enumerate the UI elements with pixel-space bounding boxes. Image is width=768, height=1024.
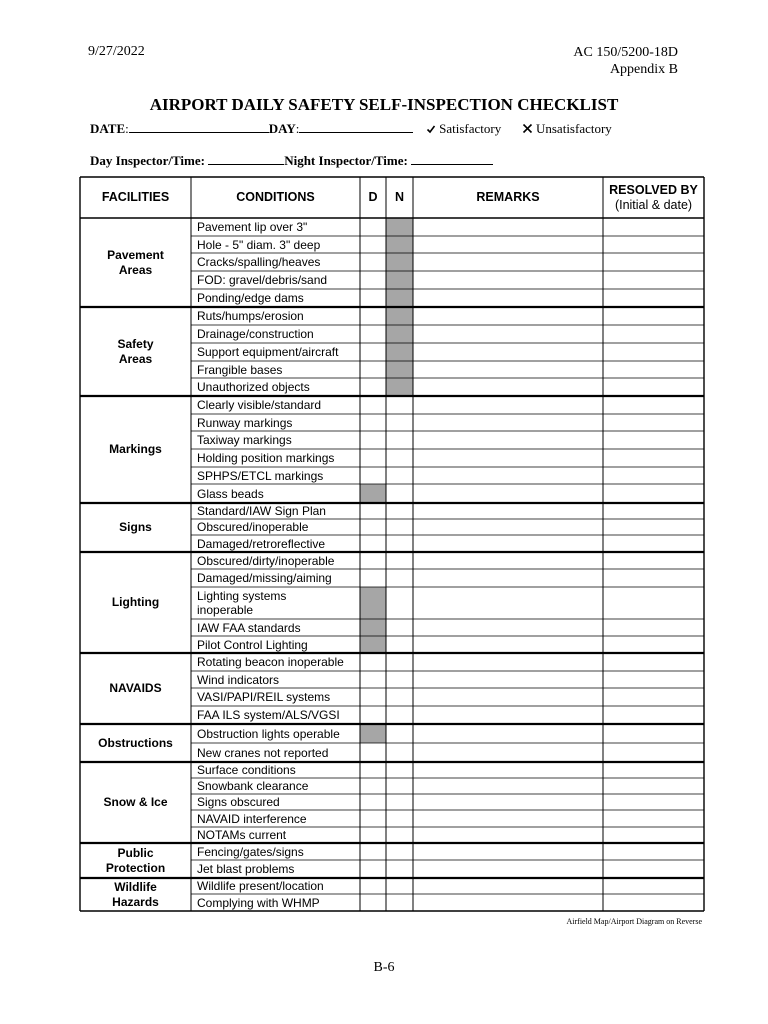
condition-label: FAA ILS system/ALS/VGSI — [197, 708, 340, 722]
ac-number: AC 150/5200-18D — [573, 45, 678, 60]
condition-label: Complying with WHMP — [197, 895, 320, 910]
day-column-header: D — [368, 190, 378, 204]
conditions-column-header: CONDITIONS — [236, 190, 315, 204]
shaded-day-cell — [360, 724, 386, 743]
shaded-night-cell — [386, 271, 413, 289]
shaded-day-cell — [360, 484, 386, 503]
shaded-night-cell — [386, 218, 413, 236]
satisfactory-label: Satisfactory — [439, 121, 502, 136]
shaded-day-cell — [360, 636, 386, 653]
condition-label: Lighting systems inoperable — [197, 589, 287, 617]
condition-label: Obscured/dirty/inoperable — [197, 553, 335, 568]
facility-label: Obstructions — [98, 735, 173, 750]
condition-label: Holding position markings — [197, 451, 335, 465]
condition-label: Drainage/construction — [197, 327, 314, 341]
facility-label: Safety Areas — [117, 336, 154, 366]
condition-label: Rotating beacon inoperable — [197, 655, 344, 669]
appendix-label: Appendix B — [609, 62, 678, 77]
date-label: DATE — [90, 121, 126, 136]
page-title: AIRPORT DAILY SAFETY SELF-INSPECTION CHECKLIST — [149, 95, 619, 114]
shaded-night-cell — [386, 253, 413, 271]
shaded-night-cell — [386, 325, 413, 343]
condition-label: FOD: gravel/debris/sand — [197, 273, 328, 287]
condition-label: VASI/PAPI/REIL systems — [197, 690, 331, 704]
shaded-night-cell — [386, 343, 413, 361]
condition-label: Support equipment/aircraft — [197, 345, 339, 359]
page-number: B-6 — [373, 960, 395, 975]
condition-label: Clearly visible/standard — [197, 398, 322, 412]
facility-label: Public Protection — [105, 845, 166, 875]
unsatisfactory-label: Unsatisfactory — [535, 121, 612, 136]
date-day-line: DATE: DAY: Satisfactory Unsatisfactory — [90, 121, 612, 136]
shaded-night-cell — [386, 361, 413, 378]
condition-label: Wind indicators — [197, 672, 280, 687]
shaded-night-cell — [386, 307, 413, 325]
condition-label: Runway markings — [197, 415, 293, 430]
shaded-day-cell — [360, 587, 386, 619]
facility-label: NAVAIDS — [109, 681, 162, 695]
facility-label: Pavement Areas — [107, 247, 164, 277]
facility-label: Wildlife Hazards — [112, 879, 159, 909]
shaded-night-cell — [386, 289, 413, 307]
facility-label: Signs — [119, 520, 152, 534]
condition-label: Snowbank clearance — [197, 779, 309, 793]
condition-label: New cranes not reported — [197, 745, 329, 760]
day-inspector-label: Day Inspector/Time: — [90, 153, 205, 168]
resolved-by-column-header — [603, 177, 704, 218]
condition-label: SPHPS/ETCL markings — [197, 468, 324, 483]
shaded-day-cell — [360, 619, 386, 636]
condition-label: Jet blast problems — [197, 862, 295, 876]
condition-label: Damaged/missing/aiming — [197, 571, 332, 585]
resolved-by-label: RESOLVED BY — [609, 182, 698, 197]
condition-label: Frangible bases — [197, 362, 283, 377]
condition-label: Standard/IAW Sign Plan — [197, 504, 326, 518]
facility-label: Snow & Ice — [103, 795, 168, 809]
condition-label: NAVAID interference — [197, 811, 307, 826]
condition-label: Fencing/gates/signs — [197, 844, 304, 859]
condition-label: Pilot Control Lighting — [197, 637, 308, 652]
condition-label: Unauthorized objects — [197, 380, 310, 394]
condition-label: Signs obscured — [197, 795, 280, 809]
condition-label: Hole - 5" diam. 3" deep — [197, 237, 321, 252]
facilities-column-header: FACILITIES — [101, 190, 170, 204]
condition-label: Ponding/edge dams — [197, 291, 304, 305]
night-column-header: N — [394, 190, 405, 204]
condition-label: IAW FAA standards — [197, 620, 301, 635]
condition-label: Damaged/retroreflective — [197, 536, 326, 551]
condition-label: Obstruction lights operable — [197, 726, 340, 741]
facility-label: Markings — [109, 442, 162, 456]
condition-label: NOTAMs current — [197, 828, 287, 842]
condition-label: Cracks/spalling/heaves — [197, 255, 321, 269]
footnote: Airfield Map/Airport Diagram on Reverse — [566, 917, 702, 926]
resolved-by-sublabel: (Initial & date) — [614, 197, 693, 212]
condition-label: Wildlife present/location — [197, 879, 324, 893]
condition-label: Glass beads — [197, 486, 264, 501]
night-inspector-label: Night Inspector/Time: — [284, 153, 408, 168]
condition-label: Taxiway markings — [197, 433, 292, 447]
facility-label: Lighting — [111, 595, 160, 609]
shaded-night-cell — [386, 378, 413, 396]
day-label: DAY — [268, 121, 296, 136]
condition-label: Pavement lip over 3" — [197, 220, 308, 234]
condition-label: Surface conditions — [197, 763, 296, 777]
shaded-night-cell — [386, 236, 413, 253]
remarks-column-header: REMARKS — [476, 190, 540, 204]
condition-label: Obscured/inoperable — [197, 520, 309, 534]
document-date: 9/27/2022 — [88, 44, 145, 59]
condition-label: Ruts/humps/erosion — [197, 309, 304, 323]
